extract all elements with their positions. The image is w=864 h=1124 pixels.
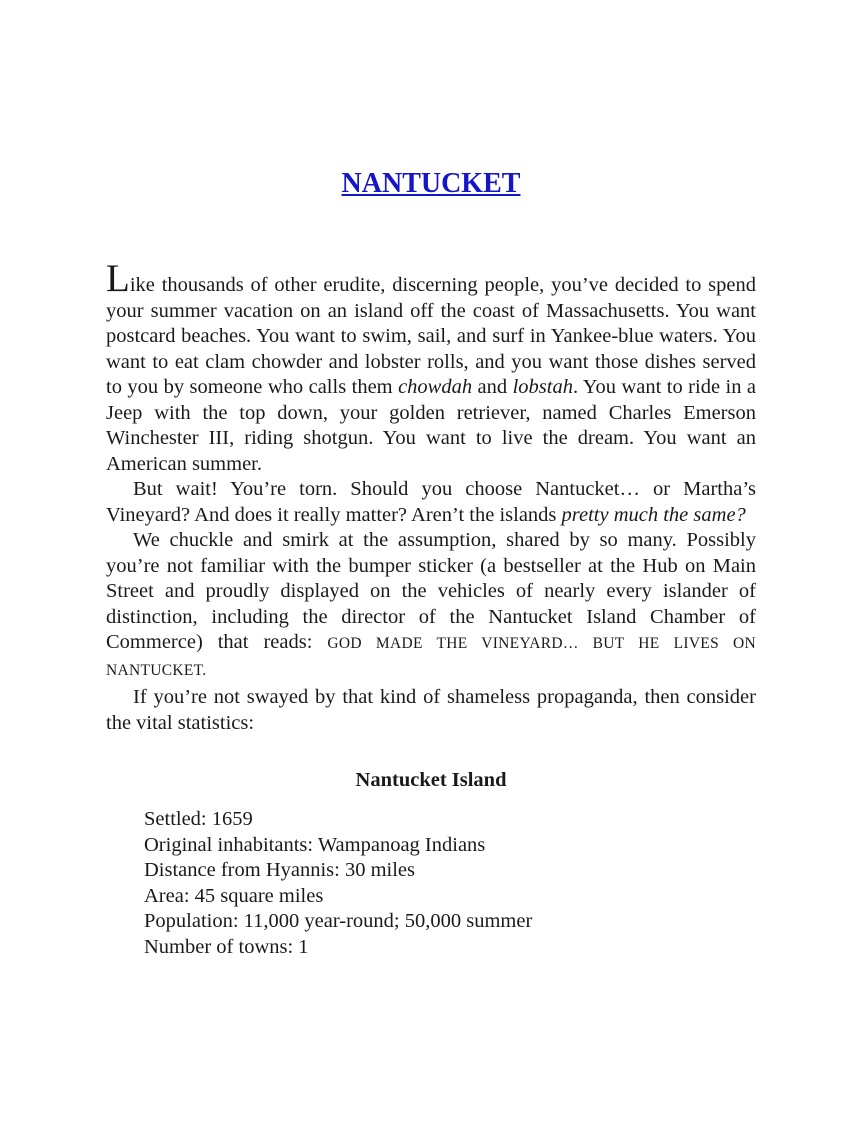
stats-item: Number of towns: 1 [144, 935, 309, 958]
paragraph-1-text-a: ike thousands of other erudite, discerning people, you’ve decided to spend your summer vacation on an island off the coast of Massachusetts. You want postcard beaches. You want to swim, sail, and surf in Yankee-blue waters. You want to eat clam chowder and lobster rolls, and you want those dishes served to you by someone who calls them [106, 274, 756, 398]
stats-heading: Nantucket Island [355, 769, 507, 791]
stats-item: Settled: 1659 [144, 808, 253, 830]
paragraph-3-text: We chuckle and smirk at the assumption, shared by so many. Possibly you’re not familiar with the bumper sticker (a bestseller at the Hub on Main Street and proudly displayed on the vehicles of nearly every islander of distinction, including the director of the Nantucket Island Chamber of Commerce) that reads: [106, 529, 756, 653]
paragraph-4-text: If you’re not swayed by that kind of shameless propaganda, then consider the vital statistics: [106, 686, 756, 734]
chapter-title-link[interactable]: NANTUCKET [341, 168, 521, 199]
stats-item: Area: 45 square miles [144, 884, 324, 907]
paragraph-1-text-b: and [472, 376, 513, 398]
italic-lobstah: lobstah [512, 376, 573, 398]
italic-chowdah: chowdah [398, 376, 473, 398]
bumper-sticker-text: GOD MADE THE VINEYARD… BUT HE LIVES ON NANTUCKET. [106, 635, 757, 679]
stats-item: Original inhabitants: Wampanoag Indians [144, 833, 486, 856]
paragraph-2-text: But wait! You’re torn. Should you choose Nantucket… or Martha’s Vineyard? And does it really matter? Aren’t the islands [106, 478, 756, 526]
paragraph-2 [106, 477, 756, 528]
paragraph-1 [106, 257, 756, 477]
paragraph-3 [106, 528, 756, 683]
stats-item: Distance from Hyannis: 30 miles [144, 859, 416, 882]
drop-cap: L [106, 257, 130, 300]
stats-list [106, 807, 756, 961]
stats-item: Population: 11,000 year-round; 50,000 summer [144, 910, 533, 933]
chapter-body [106, 257, 757, 961]
paragraph-2-italic: pretty much the same? [561, 503, 746, 526]
paragraph-1-text-c: . You want to ride in a Jeep with the top down, your golden retriever, named Charles Emerson Winchester III, riding shotgun. You want to live the dream. You want an American summer. [106, 376, 756, 475]
paragraph-4 [106, 685, 756, 736]
